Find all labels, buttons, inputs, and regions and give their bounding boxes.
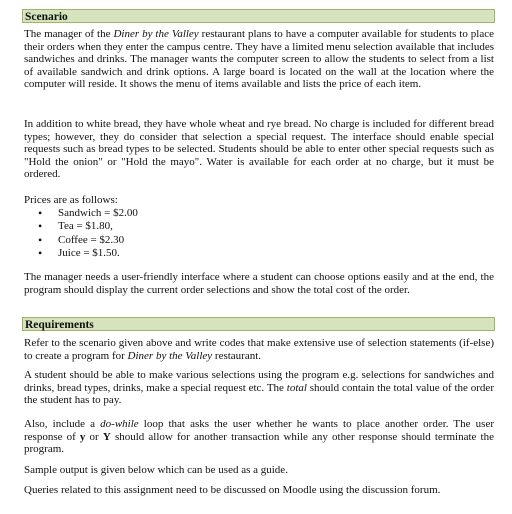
total-term: total — [286, 381, 307, 394]
requirements-heading: Requirements — [22, 317, 495, 331]
do-while-term: do-while — [100, 418, 139, 430]
venue-name: Diner by the Valley — [127, 349, 213, 362]
scenario-paragraph-1: The manager of the Diner by the Valley restaurant plans to have a computer available for students to place their orders when they enter the campus centre. They have a limited menu selection available that includes sandwiches and drinks. The manager wants the computer screen to allow the students to select from a list of available sandwich and drink options. A large board is located on the wall at the location where the computer will reside. It shows the menu of items available and lists the price of each item. — [24, 28, 494, 90]
price-list — [38, 207, 138, 261]
price-item-coffee: • Coffee = $2.30 — [38, 234, 138, 247]
price-item-juice: • Juice = $1.50. — [38, 247, 138, 260]
requirements-paragraph-3: Also, include a do-while loop that asks the user whether he wants to place another order. The user response of y or Y should allow for another transaction while any other response should terminate the program. — [24, 418, 494, 455]
response-y: y — [79, 430, 86, 443]
scenario-paragraph-3: The manager needs a user-friendly interface where a student can choose options easily and at the end, the program should display the current order selections and show the total cost of the order. — [24, 271, 494, 296]
prices-intro: Prices are as follows: — [24, 194, 118, 206]
price-item-tea: • Tea = $1.80, — [38, 220, 138, 233]
price-item-sandwich: • Sandwich = $2.00 — [38, 207, 138, 220]
requirements-paragraph-5: Queries related to this assignment need to be discussed on Moodle using the discussion forum. — [24, 484, 441, 496]
scenario-heading: Scenario — [22, 9, 495, 23]
scenario-paragraph-2: In addition to white bread, they have whole wheat and rye bread. No charge is included for different bread types; however, they do consider that selection a special request. The interface should enable special requests such as bread types to be selected. Students should be able to enter other special requests such as "Hold the onion" or "Hold the mayo". Water is available for each order at no charge, but it must be ordered. — [24, 118, 494, 180]
venue-name: Diner by the Valley — [113, 28, 199, 40]
requirements-paragraph-2: A student should be able to make various selections using the program e.g. selections for sandwiches and drinks, bread types, drinks, make a special request etc. The total should contain the total value of the order the student has to pay. — [24, 369, 494, 406]
response-Y: Y — [102, 430, 111, 443]
requirements-paragraph-1: Refer to the scenario given above and write codes that make extensive use of selection statements (if-else) to create a program for Diner by the Valley restaurant. — [24, 337, 494, 362]
requirements-paragraph-4: Sample output is given below which can be used as a guide. — [24, 464, 288, 476]
